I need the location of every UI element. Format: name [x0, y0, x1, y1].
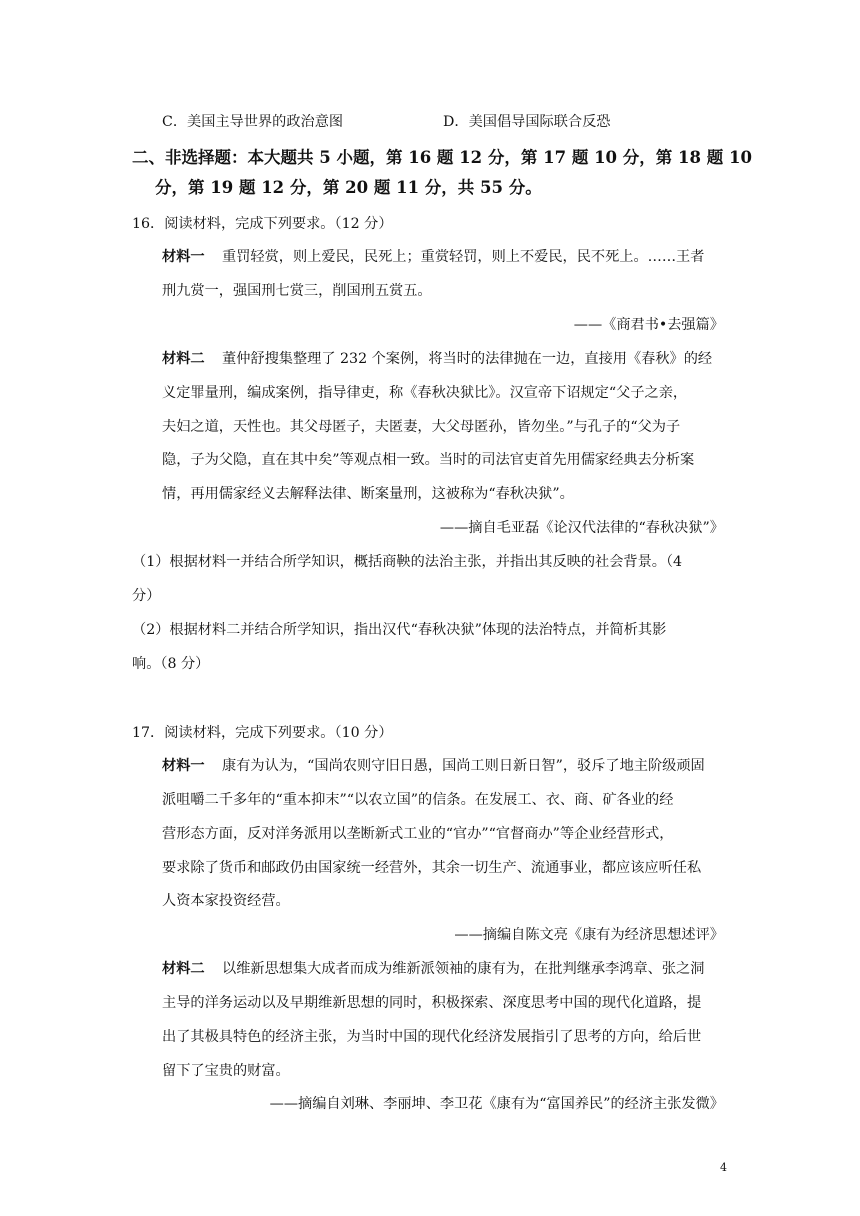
q16-material2-text: 夫妇之道，天性也。其父母匿子，夫匿妻，大父母匿孙，皆勿坐。”与孔子的“父为子: [162, 419, 681, 435]
q16-material2-label: 材料二: [162, 351, 205, 367]
q16-material2-text: 董仲舒搜集整理了 232 个案例，将当时的法律抛在一边，直接用《春秋》的经: [222, 351, 713, 367]
option-d: D．美国倡导国际联合反恐: [443, 114, 611, 130]
q17-material1-text: 人资本家投资经营。: [162, 893, 290, 909]
option-c: C．美国主导世界的政治意图: [162, 114, 344, 130]
q16-material2-text: 义定罪量刑，编成案例，指导律吏，称《春秋决狱比》。汉宣帝下诏规定“父子之亲，: [162, 385, 688, 401]
q16-sub1-cont: 分）: [132, 588, 161, 604]
q16-material2-text: 情，再用儒家经义去解释法律、断案量刑，这被称为“春秋决狱”。: [162, 486, 574, 502]
q16-sub2: （2）根据材料二并结合所学知识，指出汉代“春秋决狱”体现的法治特点，并简析其影: [132, 622, 667, 638]
q17-material1-source: ——摘编自陈文亮《康有为经济思想述评》: [454, 927, 724, 943]
q17-material2-label: 材料二: [162, 961, 205, 977]
q17-material1-label: 材料一: [162, 758, 205, 774]
q16-material1-text: 刑九赏一，强国刑七赏三，削国刑五赏五。: [162, 283, 432, 299]
q16-sub1: （1）根据材料一并结合所学知识，概括商鞅的法治主张，并指出其反映的社会背景。（4: [132, 554, 683, 570]
q17-material2-text: 出了其极具特色的经济主张，为当时中国的现代化经济发展指引了思考的方向，给后世: [162, 1029, 702, 1045]
q16-material1-label: 材料一: [162, 249, 205, 265]
q16-material1-source: ——《商君书•去强篇》: [573, 317, 724, 333]
q16-material2-text: 隐，子为父隐，直在其中矣”等观点相一致。当时的司法官吏首先用儒家经典去分析案: [162, 452, 695, 468]
q17-stem: 17．阅读材料，完成下列要求。（10 分）: [132, 725, 393, 741]
q17-material2-text: 留下了宝贵的财富。: [162, 1063, 290, 1079]
q16-stem: 16．阅读材料，完成下列要求。（12 分）: [132, 216, 393, 232]
q17-material1-text: 派咀嚼二千多年的“重本抑末”“以农立国”的信条。在发展工、衣、商、矿各业的经: [162, 792, 674, 808]
q17-material1-text: 要求除了货币和邮政仍由国家统一经营外，其余一切生产、流通事业，都应该应听任私: [162, 860, 702, 876]
q17-material2-text: 主导的洋务运动以及早期维新思想的同时，积极探索、深度思考中国的现代化道路，提: [162, 995, 702, 1011]
q16-material2-source: ——摘自毛亚磊《论汉代法律的“春秋决狱”》: [439, 520, 724, 536]
q17-material2-text: 以维新思想集大成者而成为维新派领袖的康有为，在批判继承李鸿章、张之洞: [222, 961, 705, 977]
q17-material1-text: 康有为认为，“国尚农则守旧日愚，国尚工则日新日智”，驳斥了地主阶级顽固: [222, 758, 705, 774]
section-heading: 二、非选择题：本大题共 5 小题，第 16 题 12 分，第 17 题 10 分，第 18 题 10: [132, 148, 752, 167]
q16-sub2-cont: 响。（8 分）: [132, 656, 210, 672]
q16-material1-text: 重罚轻赏，则上爱民，民死上；重赏轻罚，则上不爱民，民不死上。……王者: [222, 249, 705, 265]
page-number: 4: [720, 1161, 727, 1174]
section-heading-cont: 分，第 19 题 12 分，第 20 题 11 分，共 55 分。: [155, 178, 542, 197]
q17-material2-source: ——摘编自刘琳、李丽坤、李卫花《康有为“富国养民”的经济主张发微》: [269, 1096, 724, 1112]
q17-material1-text: 营形态方面，反对洋务派用以垄断新式工业的“官办”“官督商办”等企业经营形式，: [162, 826, 674, 842]
